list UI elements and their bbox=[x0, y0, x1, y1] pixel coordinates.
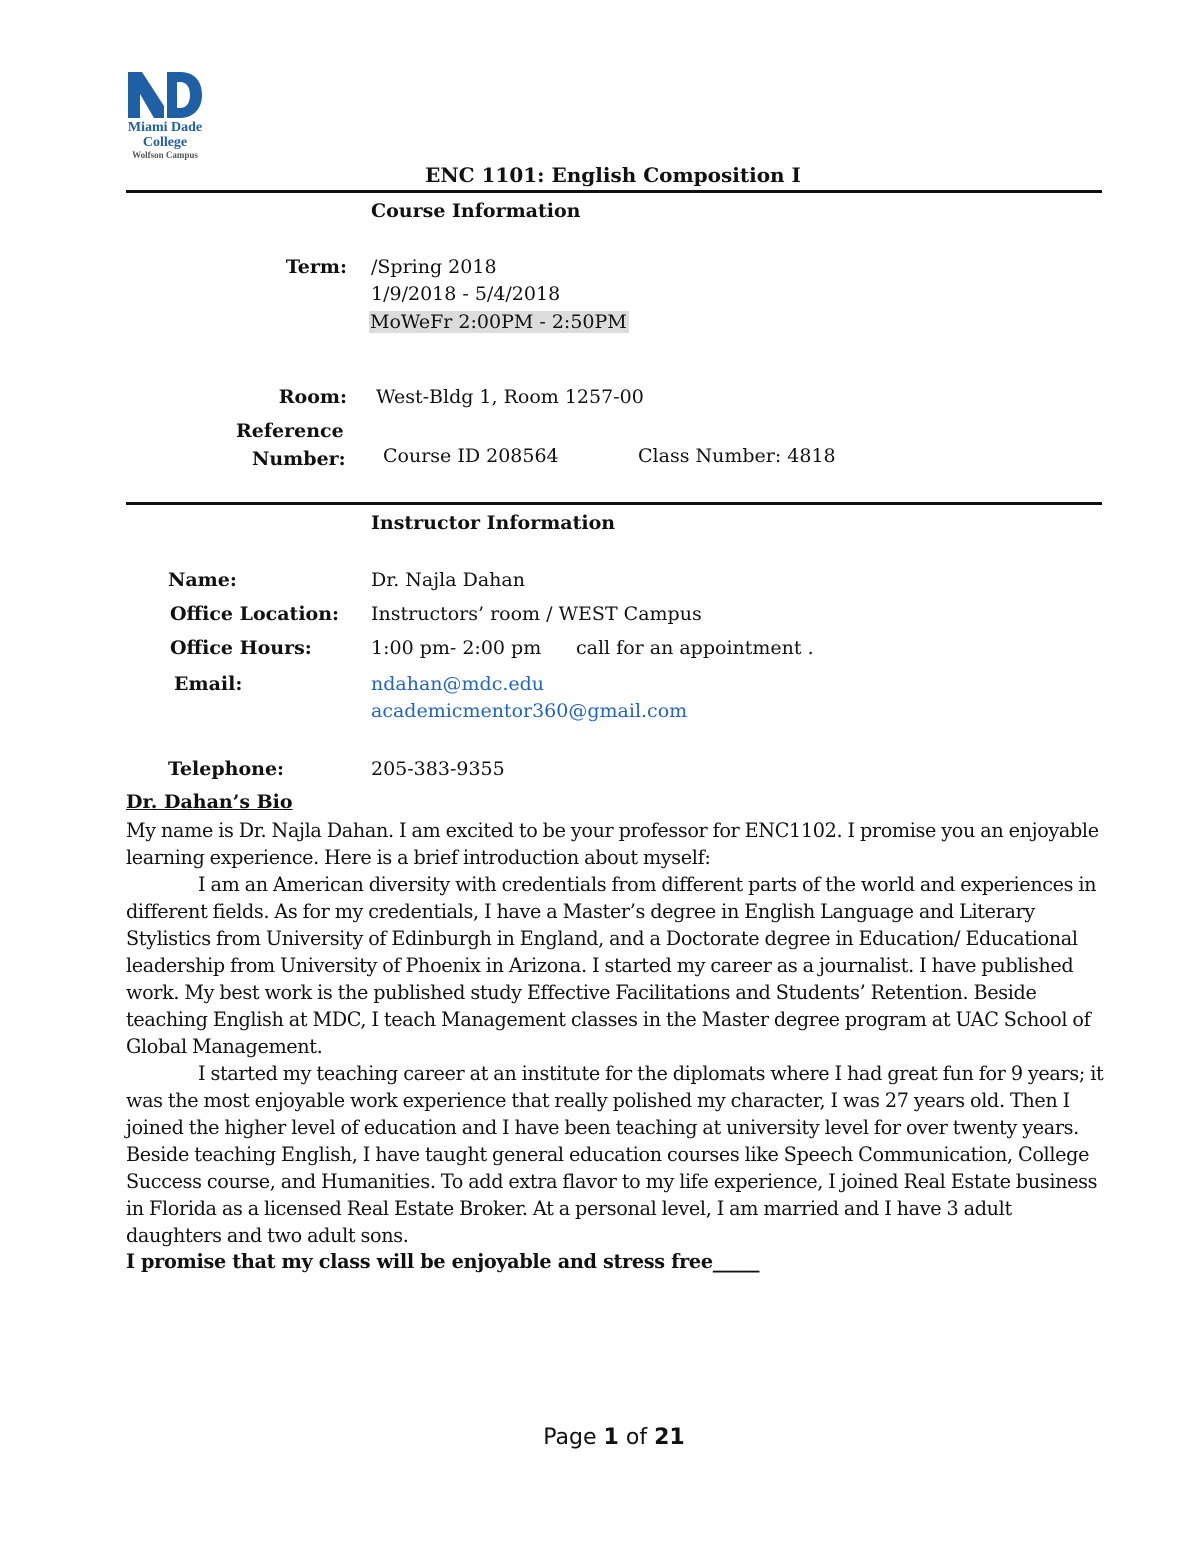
page-total: 21 bbox=[654, 1425, 685, 1450]
course-id: Course ID 208564 bbox=[383, 445, 559, 467]
class-number: Class Number: 4818 bbox=[638, 445, 836, 467]
office-location-label: Office Location: bbox=[170, 603, 340, 625]
logo-line-2: College bbox=[142, 135, 188, 150]
mdc-logo-icon bbox=[124, 70, 204, 120]
bio-promise: I promise that my class will be enjoyable and stress free_____ bbox=[126, 1250, 760, 1273]
office-hours-note: call for an appointment . bbox=[576, 637, 814, 659]
course-title: ENC 1101: English Composition I bbox=[425, 163, 801, 187]
room-label: Room: bbox=[278, 386, 347, 408]
office-location-value: Instructors’ room / WEST Campus bbox=[371, 603, 702, 625]
reference-label-1: Reference bbox=[236, 420, 344, 442]
page-number: 1 bbox=[603, 1425, 619, 1450]
of-word: of bbox=[625, 1425, 648, 1450]
email-link-mdc[interactable]: ndahan@mdc.edu bbox=[371, 673, 545, 695]
bio-paragraph-1: My name is Dr. Najla Dahan. I am excited to be your professor for ENC1102. I promise you an enjoyable learning experience. Here is a brief introduction about myself: bbox=[126, 819, 1099, 869]
office-hours-value: 1:00 pm- 2:00 pm bbox=[371, 637, 542, 659]
email-link-gmail[interactable]: academicmentor360@gmail.com bbox=[371, 700, 688, 722]
bio-paragraph-2: I am an American diversity with credentials from different parts of the world and experiences in different fields. As for my credentials, I have a Master’s degree in English Language and Literary Stylistics from University of Edinburgh in England, and a Doctorate degree in Education/ Educational leadership from University of Phoenix in Arizona. I started my career as a journalist. I have published work. My best work is the published study Effective Facilitations and Students’ Retention. Beside teaching English at MDC, I teach Management classes in the Master degree program at UAC School of Global Management. bbox=[126, 873, 1097, 1058]
name-label: Name: bbox=[168, 569, 237, 591]
room-value: West-Bldg 1, Room 1257-00 bbox=[376, 386, 644, 408]
course-info-heading: Course Information bbox=[371, 200, 581, 222]
middle-rule bbox=[126, 502, 1102, 505]
telephone-value: 205-383-9355 bbox=[371, 758, 505, 780]
schedule-highlight: MoWeFr 2:00PM - 2:50PM bbox=[370, 311, 627, 333]
college-logo bbox=[124, 70, 206, 161]
bio-body bbox=[126, 817, 1106, 1249]
term-label: Term: bbox=[285, 256, 347, 278]
telephone-label: Telephone: bbox=[168, 758, 285, 780]
logo-line-1: Miami Dade bbox=[127, 120, 203, 135]
logo-campus: Wolfson Campus bbox=[132, 150, 198, 160]
name-value: Dr. Najla Dahan bbox=[371, 569, 525, 591]
term-schedule bbox=[369, 311, 629, 333]
office-hours-label: Office Hours: bbox=[170, 637, 312, 659]
page-footer bbox=[0, 1425, 1200, 1450]
reference-label-2: Number: bbox=[252, 448, 346, 470]
term-dates: 1/9/2018 - 5/4/2018 bbox=[371, 283, 561, 305]
bio-heading: Dr. Dahan’s Bio bbox=[126, 791, 293, 813]
term-value: /Spring 2018 bbox=[371, 256, 497, 278]
instructor-info-heading: Instructor Information bbox=[371, 512, 616, 534]
email-label: Email: bbox=[174, 673, 243, 695]
page-word: Page bbox=[543, 1425, 597, 1450]
bio-paragraph-3: I started my teaching career at an institute for the diplomats where I had great fun for 9 years; it was the most enjoyable work experience that really polished my character, I was 27 years old. Then I joined the higher level of education and I have been teaching at university level for over twenty years. Beside teaching English, I have taught general education courses like Speech Communication, College Success course, and Humanities. To add extra flavor to my life experience, I joined Real Estate business in Florida as a licensed Real Estate Broker. At a personal level, I am married and I have 3 adult daughters and two adult sons. bbox=[126, 1062, 1104, 1247]
top-rule bbox=[126, 190, 1102, 193]
